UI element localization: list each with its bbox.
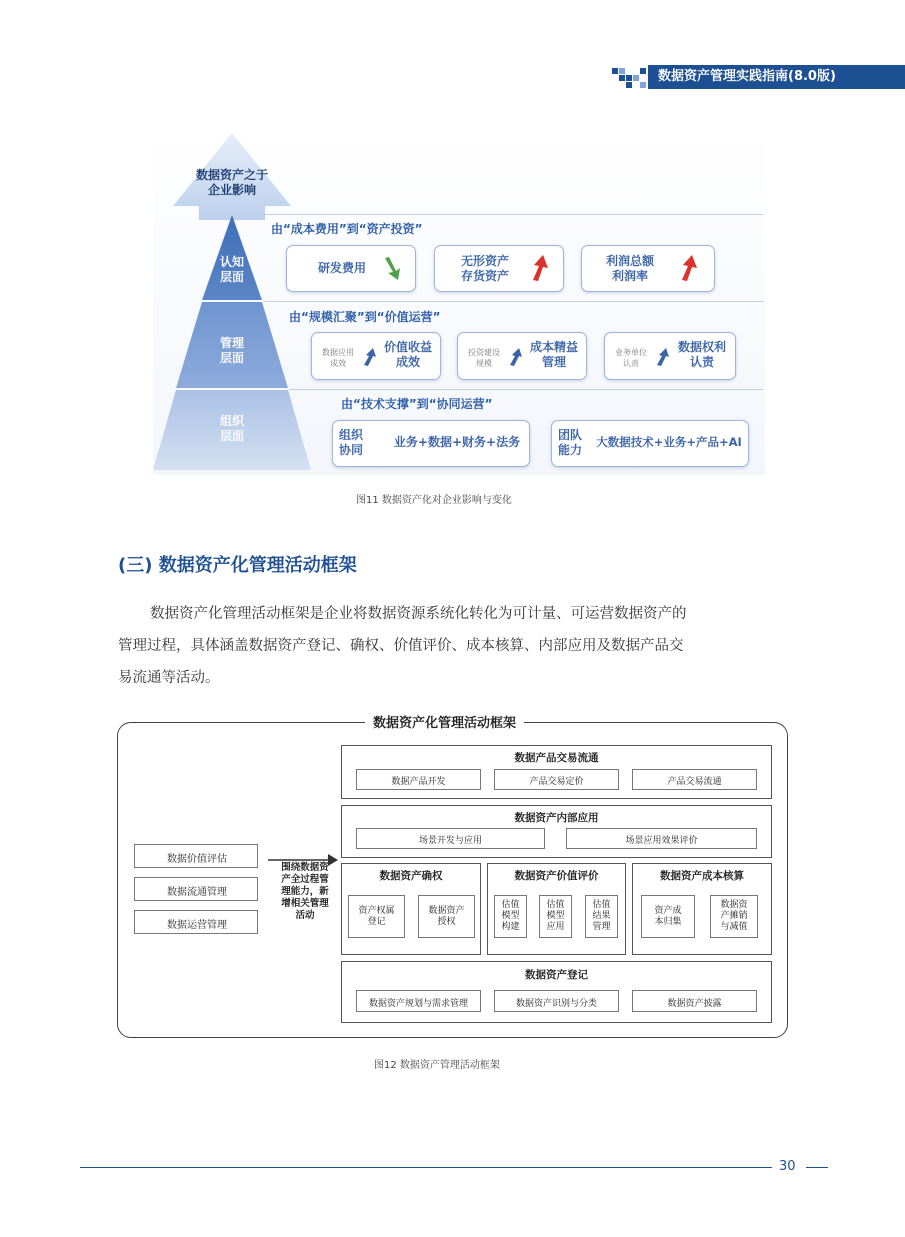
paragraph-line-1: 数据资产化管理活动框架是企业将数据资源系统化转化为可计量、可运营数据资产的 — [150, 606, 687, 622]
value-item-model-apply: 估值 模型 应用 — [539, 895, 572, 938]
paragraph-line-3: 易流通等活动。 — [118, 670, 220, 686]
card-data-rights: 业务单位 认责 数据权利 认责 — [604, 332, 736, 380]
register-item-identify: 数据资产识别与分类 — [494, 990, 619, 1012]
left-item-circulation: 数据流通管理 — [134, 877, 258, 901]
paragraph-line-2: 管理过程，具体涵盖数据资产登记、确权、价值评价、成本核算、内部应用及数据产品交 — [118, 638, 684, 654]
figure-12-title: 数据资产化管理活动框架 — [365, 712, 524, 731]
page-number: 30 — [779, 1159, 796, 1174]
footer-rule-short — [806, 1167, 828, 1168]
cost-item-amortization: 数据资 产摊销 与减值 — [710, 895, 758, 938]
internal-item-scenario-dev: 场景开发与应用 — [356, 828, 545, 849]
trade-item-pricing: 产品交易定价 — [494, 769, 619, 790]
card-intangible-assets: 无形资产 存货资产 — [434, 245, 564, 292]
block-cost-accounting: 数据资产成本核算 — [632, 863, 772, 955]
card-rd-expense: 研发费用 — [286, 245, 416, 292]
arrow-down-green-icon — [379, 256, 403, 282]
trade-item-dev: 数据产品开发 — [356, 769, 481, 790]
level-title-cognition: 由“成本费用”到“资产投资” — [271, 222, 423, 236]
pyramid-apex-label: 数据资产之于 企业影响 — [195, 168, 268, 197]
section-heading: (三) 数据资产化管理活动框架 — [118, 555, 357, 576]
card-org-collab: 组织 协同 业务+数据+财务+法务 — [332, 420, 530, 467]
rights-item-registration: 资产权属 登记 — [348, 895, 405, 938]
left-item-value-eval: 数据价值评估 — [134, 844, 258, 868]
card-cost-lean: 投资建设 规模 成本精益 管理 — [457, 332, 587, 380]
level-title-organization: 由“技术支撑”到“协同运营” — [341, 397, 493, 411]
level-title-management: 由“规模汇聚”到“价值运营” — [289, 310, 441, 324]
arrow-up-red-icon — [529, 254, 551, 282]
register-item-planning: 数据资产规划与需求管理 — [356, 990, 481, 1012]
trade-item-circulation: 产品交易流通 — [632, 769, 757, 790]
figure-11-caption: 图11 数据资产化对企业影响与变化 — [356, 495, 512, 506]
arrow-up-blue-icon — [362, 347, 378, 367]
card-team-capability: 团队 能力 大数据技术+业务+产品+AI — [551, 420, 749, 467]
level-name-management: 管理 层面 — [219, 336, 244, 365]
block-value-evaluation: 数据资产价值评价 — [487, 863, 626, 955]
figure-12-caption: 图12 数据资产管理活动框架 — [374, 1060, 500, 1071]
block-registration: 数据资产登记 — [341, 961, 772, 1023]
center-description: 围绕数据资 产全过程管 理能力，新 增相关管理 活动 — [281, 862, 329, 921]
block-rights: 数据资产确权 — [341, 863, 481, 955]
arrow-up-blue-icon — [508, 347, 524, 367]
card-value-return: 数据应用 成效 价值收益 成效 — [311, 332, 441, 380]
value-item-model-build: 估值 模型 构建 — [494, 895, 527, 938]
cost-item-collection: 资产成 本归集 — [641, 895, 695, 938]
card-profit: 利润总额 利润率 — [581, 245, 715, 292]
level-name-organization: 组织 层面 — [219, 414, 244, 443]
arrow-up-red-icon — [678, 254, 700, 282]
block-internal-application: 数据资产内部应用 — [341, 805, 772, 858]
arrow-up-blue-icon — [655, 347, 671, 367]
internal-item-scenario-eval: 场景应用效果评价 — [566, 828, 757, 849]
left-item-operation: 数据运营管理 — [134, 910, 258, 934]
level-name-cognition: 认知 层面 — [219, 255, 244, 284]
register-item-disclosure: 数据资产披露 — [632, 990, 757, 1012]
rights-item-authorization: 数据资产 授权 — [418, 895, 475, 938]
footer-rule — [80, 1167, 772, 1168]
header-title: 数据资产管理实践指南(8.0版) — [648, 65, 905, 89]
value-item-result-manage: 估值 结果 管理 — [585, 895, 618, 938]
block-product-trade: 数据产品交易流通 — [341, 745, 772, 799]
figure-11 — [153, 130, 765, 475]
